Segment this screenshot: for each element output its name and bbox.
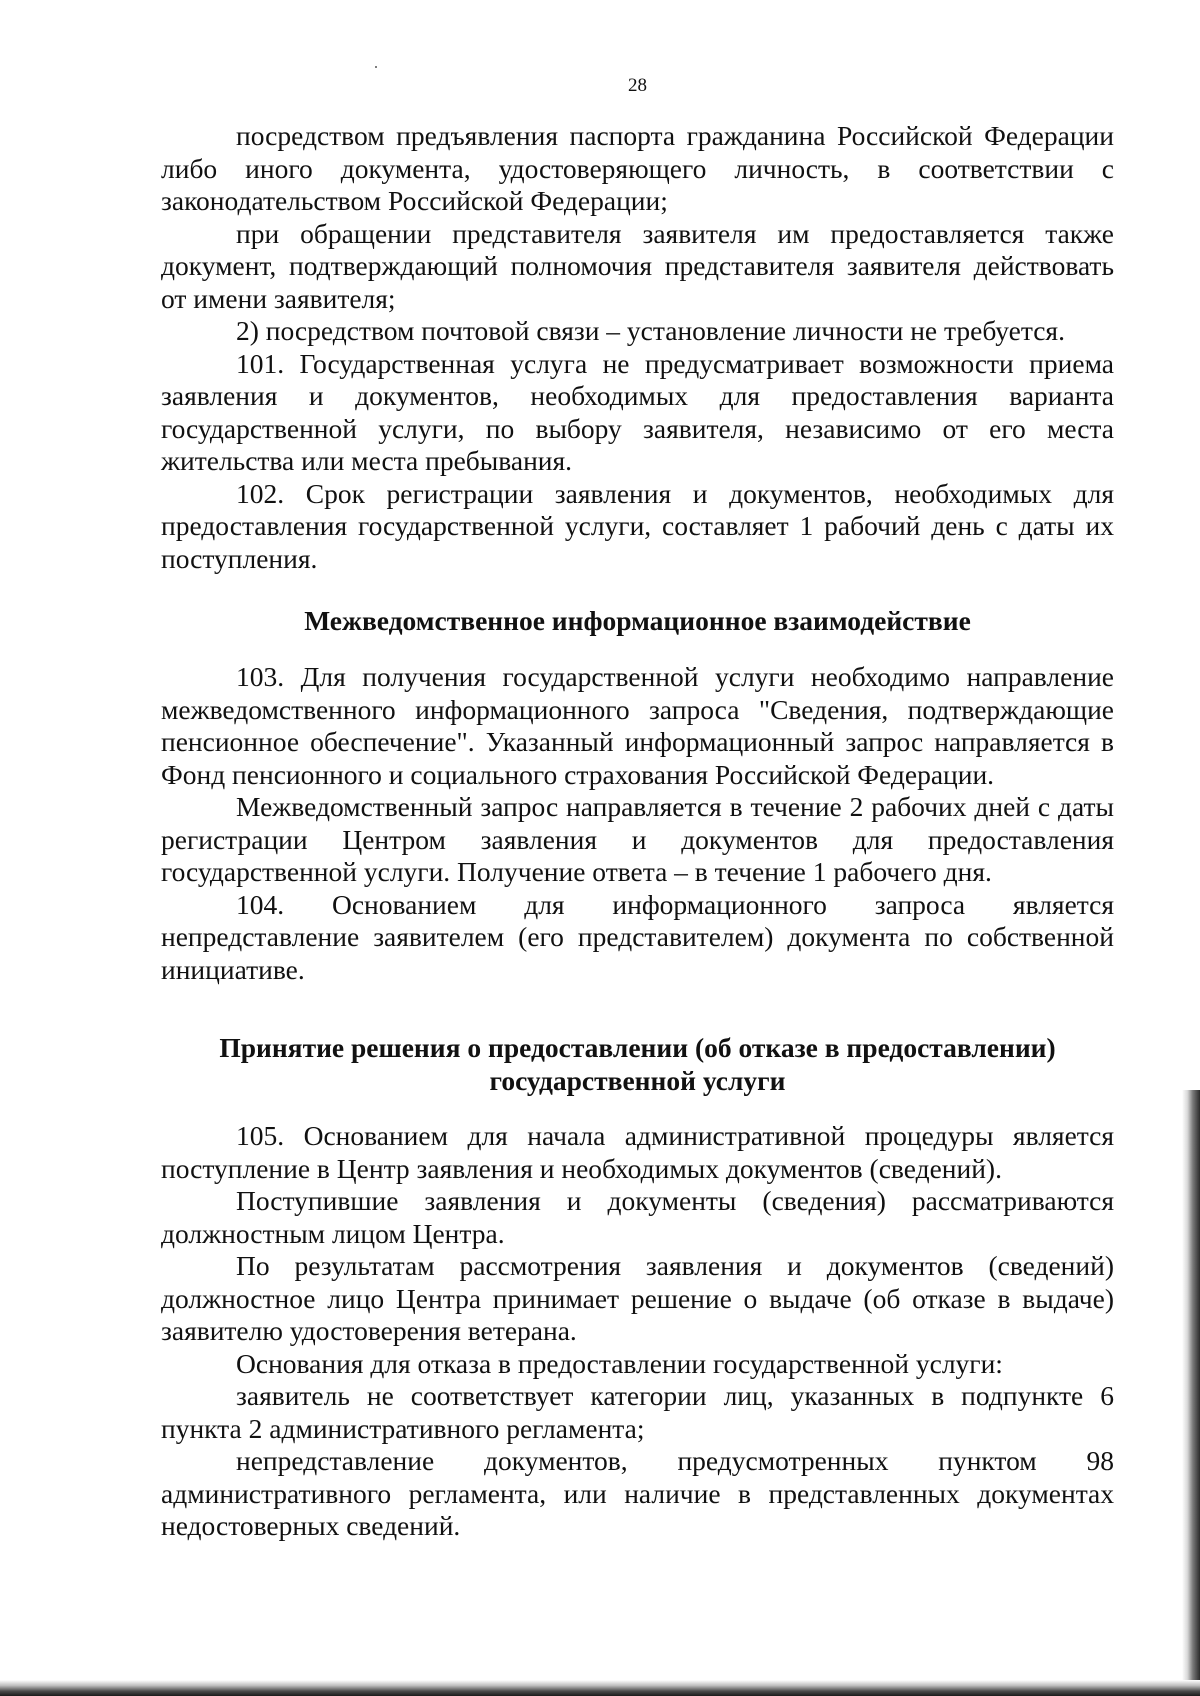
scan-speck (375, 66, 377, 68)
paragraph: По результатам рассмотрения заявления и документов (сведений) должностное лицо Центра принимает решение о выдаче (об отказе в выдаче) заявителю удостоверения ветерана. (161, 1250, 1114, 1346)
text-block-identity (161, 120, 1114, 575)
paragraph: заявитель не соответствует категории лиц, указанных в подпункте 6 пункта 2 административного регламента; (161, 1380, 1114, 1444)
paragraph: 105. Основанием для начала административной процедуры является поступление в Центр заявления и необходимых документов (сведений). (161, 1120, 1114, 1184)
section-heading-line: государственной услуги (489, 1064, 786, 1096)
page-number: 28 (628, 75, 647, 96)
scan-shadow-bottom (0, 1680, 1200, 1696)
section-heading-decision (161, 1032, 1114, 1097)
paragraph: Поступившие заявления и документы (сведения) рассматриваются должностным лицом Центра. (161, 1185, 1114, 1249)
section-heading-interagency: Межведомственное информационное взаимодействие (304, 605, 971, 636)
paragraph: непредставление документов, предусмотренных пунктом 98 административного регламента, или наличие в представленных документах недостоверных сведений. (161, 1445, 1114, 1541)
text-block-interagency (161, 661, 1114, 986)
section-heading-line: Принятие решения о предоставлении (об отказе в предоставлении) (219, 1032, 1056, 1063)
scan-shadow-right (1182, 1090, 1200, 1696)
paragraph: 103. Для получения государственной услуги необходимо направление межведомственного информационного запроса "Сведения, подтверждающие пенсионное обеспечение". Указанный информационный запрос направляется в Фонд пенсионного и социального страхования Российской Федерации. (161, 661, 1114, 790)
text-block-decision (161, 1120, 1114, 1543)
paragraph: 101. Государственная услуга не предусматривает возможности приема заявления и документов, необходимых для предоставления варианта государственной услуги, по выбору заявителя, независимо от его места жительства или места пребывания. (161, 347, 1114, 476)
paragraph: посредством предъявления паспорта гражданина Российской Федерации либо иного документа, удостоверяющего личность, в соответствии с законодательством Российской Федерации; (161, 120, 1114, 216)
paragraph: Межведомственный запрос направляется в течение 2 рабочих дней с даты регистрации Центром заявления и документов для предоставления государственной услуги. Получение ответа – в течение 1 рабочего дня. (161, 791, 1114, 887)
paragraph: 102. Срок регистрации заявления и документов, необходимых для предоставления государственной услуги, составляет 1 рабочий день с даты их поступления. (161, 477, 1114, 574)
paragraph: Основания для отказа в предоставлении государственной услуги: (236, 1347, 1003, 1379)
paragraph: 104. Основанием для информационного запроса является непредставление заявителем (его представителем) документа по собственной инициативе. (161, 888, 1114, 985)
paragraph: при обращении представителя заявителя им предоставляется также документ, подтверждающий полномочия представителя заявителя действовать от имени заявителя; (161, 217, 1114, 314)
paragraph: 2) посредством почтовой связи – установление личности не требуется. (236, 315, 1065, 346)
